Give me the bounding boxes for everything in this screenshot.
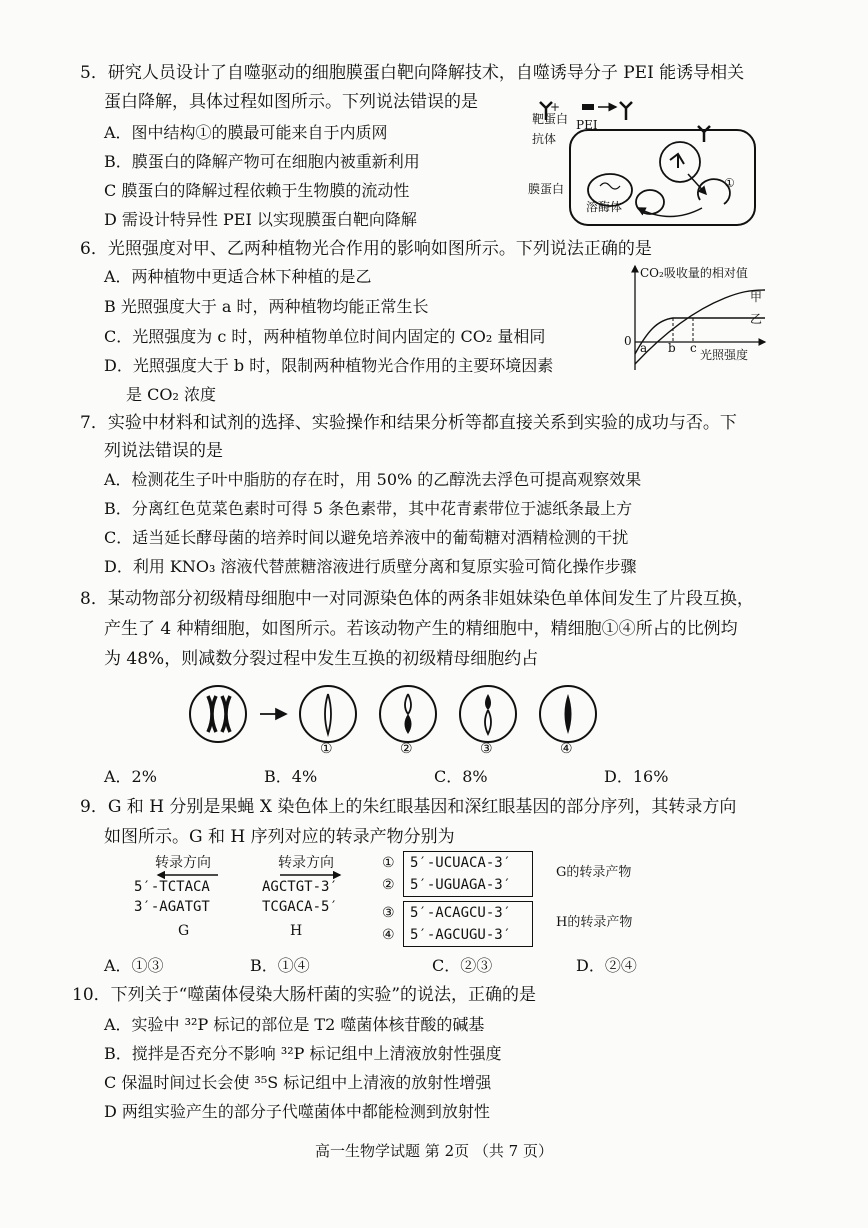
q8-option-c: C．8%: [434, 767, 488, 786]
q7-option-b: B．分离红色苋菜色素时可得 5 条色素带，其中花青素带位于滤纸条最上方: [104, 499, 633, 518]
graph-label-yi: 乙: [750, 312, 763, 326]
q9-option-a: A．①③: [104, 956, 164, 975]
product-num-2: ②: [382, 877, 395, 893]
page-footer: 高一生物学试题 第 2页 （共 7 页）: [315, 1142, 553, 1160]
tetrad-chromosomes: [208, 696, 230, 732]
q10-option-b: B．搅拌是否充分不影响 ³²P 标记组中上清液放射性强度: [104, 1044, 502, 1063]
product-num-1: ①: [382, 855, 395, 871]
q5-option-a: A．图中结构①的膜最可能来自于内质网: [104, 123, 388, 142]
q5-stem-line1: 5．研究人员设计了自噬驱动的细胞膜蛋白靶向降解技术，自噬诱导分子 PEI 能诱导相关: [80, 63, 745, 83]
chromosome-1: [325, 694, 331, 734]
q8-stem-line2: 产生了 4 种精细胞，如图所示。若该动物产生的精细胞中，精细胞①④所占的比例均: [104, 619, 738, 639]
q7-option-a: A．检测花生子叶中脂肪的存在时，用 50% 的乙醇洗去浮色可提高观察效果: [104, 470, 642, 489]
q10-stem: 10．下列关于“噬菌体侵染大肠杆菌的实验”的说法，正确的是: [72, 985, 537, 1005]
label-pei: PEI: [576, 118, 598, 132]
product-num-3: ③: [382, 905, 395, 921]
chromosome-3-bottom: [485, 710, 491, 734]
label-target-protein: 靶蛋白: [532, 112, 569, 126]
q6-option-d-line1: D．光照强度大于 b 时，限制两种植物光合作用的主要环境因素: [104, 356, 554, 375]
q10-option-a: A．实验中 ³²P 标记的部位是 T2 噬菌体核苷酸的碱基: [104, 1015, 485, 1034]
graph-tick-b: b: [668, 341, 676, 355]
sperm-label-1: ①: [320, 741, 333, 757]
q5-option-d: D 需设计特异性 PEI 以实现膜蛋白靶向降解: [104, 210, 417, 229]
q9-option-b: B．①④: [250, 956, 310, 975]
pei-molecule-icon: [582, 104, 594, 110]
q8-stem-line1: 8．某动物部分初级精母细胞中一对同源染色体的两条非姐妹染色单体间发生了片段互换，: [80, 589, 754, 609]
g-strand-bottom: 3′-AGATGT: [134, 899, 210, 915]
q7-option-c: C．适当延长酵母菌的培养时间以避免培养液中的葡萄糖对酒精检测的干扰: [104, 528, 629, 547]
q9-stem-line1: 9．G 和 H 分别是果蝇 X 染色体上的朱红眼基因和深红眼基因的部分序列，其转录方向: [80, 797, 737, 817]
q9-stem-line2: 如图所示。G 和 H 序列对应的转录产物分别为: [104, 827, 455, 847]
q7-option-d: D．利用 KNO₃ 溶液代替蔗糖溶液进行质壁分离和复原实验可简化操作步骤: [104, 557, 637, 576]
q6-option-c: C．光照强度为 c 时，两种植物单位时间内固定的 CO₂ 量相同: [104, 327, 546, 346]
h-name: H: [290, 923, 303, 939]
q5-stem-line2: 蛋白降解，具体过程如图所示。下列说法错误的是: [104, 92, 478, 112]
q6-option-a: A．两种植物中更适合林下种植的是乙: [104, 267, 372, 286]
q9-option-d: D．②④: [576, 956, 637, 975]
q8-option-a: A．2%: [104, 767, 157, 786]
q9-option-c: C．②③: [432, 956, 493, 975]
graph-tick-a: a: [640, 341, 648, 355]
label-lysosome: 溶酶体: [586, 200, 623, 214]
graph-xlabel: 光照强度: [700, 348, 749, 362]
g-direction-label: 转录方向: [155, 855, 211, 871]
chromosome-2-top: [405, 694, 411, 714]
q8-cells-svg: [188, 682, 608, 762]
sperm-label-3: ③: [480, 741, 493, 757]
lysosome-content-icon: [600, 183, 620, 189]
q5-option-b: B．膜蛋白的降解产物可在细胞内被重新利用: [104, 152, 420, 171]
q8-stem-line3: 为 48%，则减数分裂过程中发生互换的初级精母细胞约占: [104, 649, 539, 669]
q6-option-b: B 光照强度大于 a 时，两种植物均能正常生长: [104, 297, 429, 316]
q8-option-b: B．4%: [264, 767, 318, 786]
graph-ylabel: CO₂吸收量的相对值: [640, 266, 748, 280]
graph-label-jia: 甲: [750, 290, 763, 304]
product-seq-4: 5′-AGCUGU-3′: [410, 927, 512, 943]
h-strand-top: AGCTGT-3′: [262, 879, 338, 895]
g-strand-top: 5′-TCTACA: [134, 879, 210, 895]
autophagosome-shape: [636, 190, 664, 214]
graph-origin: 0: [624, 334, 632, 348]
protein-in-vesicle-icon: [670, 154, 684, 168]
q6-stem: 6．光照强度对甲、乙两种植物光合作用的影响如图所示。下列说法正确的是: [80, 239, 652, 259]
graph-tick-c: c: [690, 341, 697, 355]
chromosome-3-top: [485, 694, 491, 710]
label-structure-one: ①: [724, 176, 735, 190]
chromosome-4: [565, 694, 572, 734]
sperm-label-4: ④: [560, 741, 573, 757]
q8-option-d: D．16%: [604, 767, 669, 786]
label-membrane-protein: 膜蛋白: [528, 182, 565, 196]
receptor-icon: [620, 102, 632, 120]
primary-spermatocyte-cell: [190, 686, 246, 742]
q10-option-d: D 两组实验产生的部分子代噬菌体中都能检测到放射性: [104, 1102, 490, 1121]
h-strand-bottom: TCGACA-5′: [262, 899, 338, 915]
label-plus: +: [550, 100, 561, 114]
sperm-label-2: ②: [400, 741, 413, 757]
arrow-icon: [688, 174, 706, 194]
chromosome-2-bottom: [405, 714, 412, 734]
vesicle-shape: [660, 142, 700, 182]
q5-option-c: C 膜蛋白的降解过程依赖于生物膜的流动性: [104, 181, 410, 200]
g-products-label: G的转录产物: [556, 865, 632, 880]
receptor-icon: [698, 126, 710, 142]
product-seq-1: 5′-UCUACA-3′: [410, 855, 512, 871]
label-antibody: 抗体: [532, 132, 557, 146]
h-direction-label: 转录方向: [278, 855, 334, 871]
q6-option-d-line2: 是 CO₂ 浓度: [126, 385, 216, 404]
q7-stem-line2: 列说法错误的是: [104, 441, 223, 461]
g-name: G: [178, 923, 190, 939]
q10-option-c: C 保温时间过长会使 ³⁵S 标记组中上清液的放射性增强: [104, 1073, 492, 1092]
q7-stem-line1: 7．实验中材料和试剂的选择、实验操作和结果分析等都直接关系到实验的成功与否。下: [80, 413, 737, 433]
product-seq-3: 5′-ACAGCU-3′: [410, 905, 512, 921]
h-products-label: H的转录产物: [556, 915, 633, 930]
product-seq-2: 5′-UGUAGA-3′: [410, 877, 512, 893]
product-num-4: ④: [382, 927, 395, 943]
arrow-icon: [638, 208, 702, 217]
